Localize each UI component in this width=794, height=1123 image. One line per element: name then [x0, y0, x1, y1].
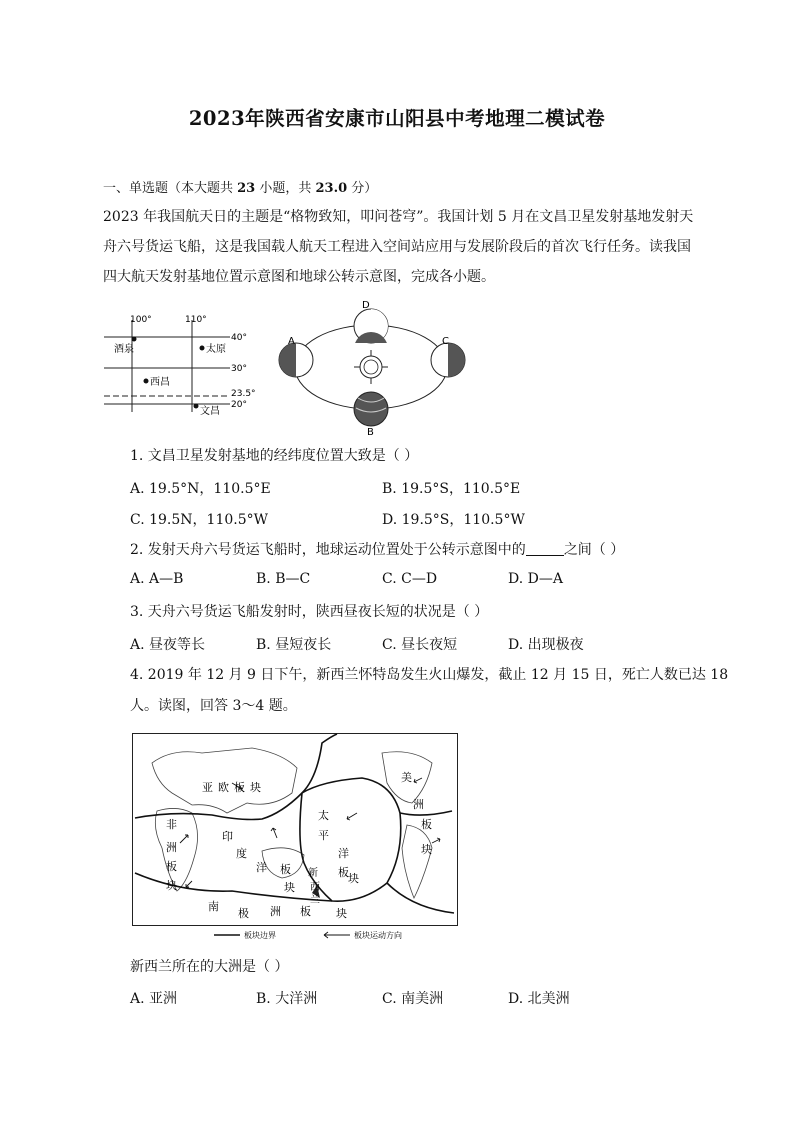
plate-label: 洋: [256, 861, 267, 874]
plate-label: 板: [280, 863, 291, 876]
intro-line: 舟六号货运飞船，这是我国载人航天工程进入空间站应用与发展阶段后的首次飞行任务。读我国: [103, 239, 691, 255]
q2-option-a[interactable]: A. A—B: [130, 571, 184, 587]
plate-label: 块: [250, 781, 261, 794]
lon-label: 100°: [130, 315, 152, 325]
plate-label: 板: [300, 905, 311, 918]
plate-label: 块: [421, 843, 432, 856]
q3-option-a[interactable]: A. 昼夜等长: [130, 637, 206, 653]
plate-label: 非: [166, 818, 177, 831]
orbit-label: B: [367, 427, 374, 438]
q1-option-b[interactable]: B. 19.5°S，110.5°E: [382, 481, 521, 497]
section-heading: 一、单选题（本大题共 23 小题，共 23.0 分）: [103, 181, 378, 196]
question-1: 1. 文昌卫星发射基地的经纬度位置大致是（ ）: [130, 448, 419, 464]
earth-a: [279, 336, 313, 377]
answer-blank: [526, 541, 564, 556]
q3-option-d[interactable]: D. 出现极夜: [508, 637, 584, 653]
intro-line: 四大航天发射基地位置示意图和地球公转示意图，完成各小题。: [103, 269, 495, 285]
earth-b: [354, 392, 388, 438]
plate-label: 块: [166, 879, 177, 892]
plate-label: 度: [236, 847, 247, 860]
q5-option-c[interactable]: C. 南美洲: [382, 991, 444, 1007]
lat-label: 40°: [231, 333, 247, 343]
q1-option-a[interactable]: A. 19.5°N，110.5°E: [130, 481, 271, 497]
orbit-label: A: [288, 336, 295, 347]
q2-option-d[interactable]: D. D—A: [508, 571, 563, 587]
place-label: 文昌: [200, 406, 220, 417]
orbit-label: D: [362, 300, 370, 311]
earth-c: [431, 336, 465, 377]
plate-label: 兰: [310, 895, 320, 906]
plate-label: 西: [310, 882, 320, 893]
lat-label: 30°: [231, 364, 247, 374]
plate-label: 板: [234, 781, 245, 794]
plate-label: 平: [318, 829, 329, 842]
launch-base-map: [100, 310, 265, 420]
legend-direction: 板块运动方向: [354, 931, 402, 940]
plate-label: 欧: [218, 781, 229, 794]
question-3: 3. 天舟六号货运飞船发射时，陕西昼夜长短的状况是（ ）: [130, 604, 489, 620]
question-5: 新西兰所在的大洲是（ ）: [130, 959, 289, 975]
lat-label: 23.5°: [231, 389, 256, 399]
lon-label: 110°: [185, 315, 207, 325]
plate-label: 板: [338, 866, 349, 879]
plate-label: 美: [401, 771, 412, 784]
plate-label: 板: [166, 860, 177, 873]
place-label: 西昌: [150, 377, 170, 388]
page-title: 2023年陕西省安康市山阳县中考地理二模试卷: [188, 107, 606, 130]
question-2: 2. 发射天舟六号货运飞船时，地球运动位置处于公转示意图中的 之间（ ）: [130, 542, 625, 558]
intro-paragraph: [103, 202, 697, 292]
plate-label: 块: [348, 872, 359, 885]
question-4-line: 4. 2019 年 12 月 9 日下午，新西兰怀特岛发生火山爆发，截止 12 月 15 日，死亡人数已达 18: [130, 667, 729, 683]
lat-label: 20°: [231, 400, 247, 410]
earth-d: [354, 300, 388, 343]
plate-label: 亚: [202, 781, 213, 794]
orbit-label: C: [442, 336, 449, 347]
legend-boundary: 板块边界: [244, 931, 276, 940]
plate-label: 块: [284, 881, 295, 894]
plate-label: 印: [222, 830, 233, 843]
q1-option-d[interactable]: D. 19.5°S，110.5°W: [382, 512, 525, 528]
plate-label: 洲: [270, 905, 281, 918]
place-label: 太原: [206, 344, 226, 355]
place-label: 酒泉: [114, 344, 134, 355]
plate-label: 洋: [338, 847, 349, 860]
q5-option-a[interactable]: A. 亚洲: [130, 991, 178, 1007]
intro-line: 2023 年我国航天日的主题是“格物致知，叩问苍穹”。我国计划 5 月在文昌卫星发射基地发射天: [103, 209, 694, 225]
plate-label: 洲: [166, 841, 177, 854]
q1-option-c[interactable]: C. 19.5N，110.5°W: [130, 512, 269, 528]
q5-option-d[interactable]: D. 北美洲: [508, 991, 570, 1007]
q3-option-b[interactable]: B. 昼短夜长: [256, 637, 332, 653]
plate-label: 南: [208, 900, 219, 913]
plate-label: 太: [318, 809, 329, 822]
plate-label: 新: [308, 868, 318, 879]
q3-option-c[interactable]: C. 昼长夜短: [382, 637, 458, 653]
plate-label: 块: [336, 907, 347, 920]
plate-label: 极: [238, 907, 249, 920]
plate-map: [132, 733, 458, 943]
plate-label: 洲: [413, 798, 424, 811]
q2-option-b[interactable]: B. B—C: [256, 571, 311, 587]
q5-option-b[interactable]: B. 大洋洲: [256, 991, 318, 1007]
orbit-diagram: [278, 298, 473, 438]
question-4-line: 人。读图，回答 3～4 题。: [130, 698, 297, 714]
plate-label: 板: [421, 818, 432, 831]
q2-option-c[interactable]: C. C—D: [382, 571, 438, 587]
